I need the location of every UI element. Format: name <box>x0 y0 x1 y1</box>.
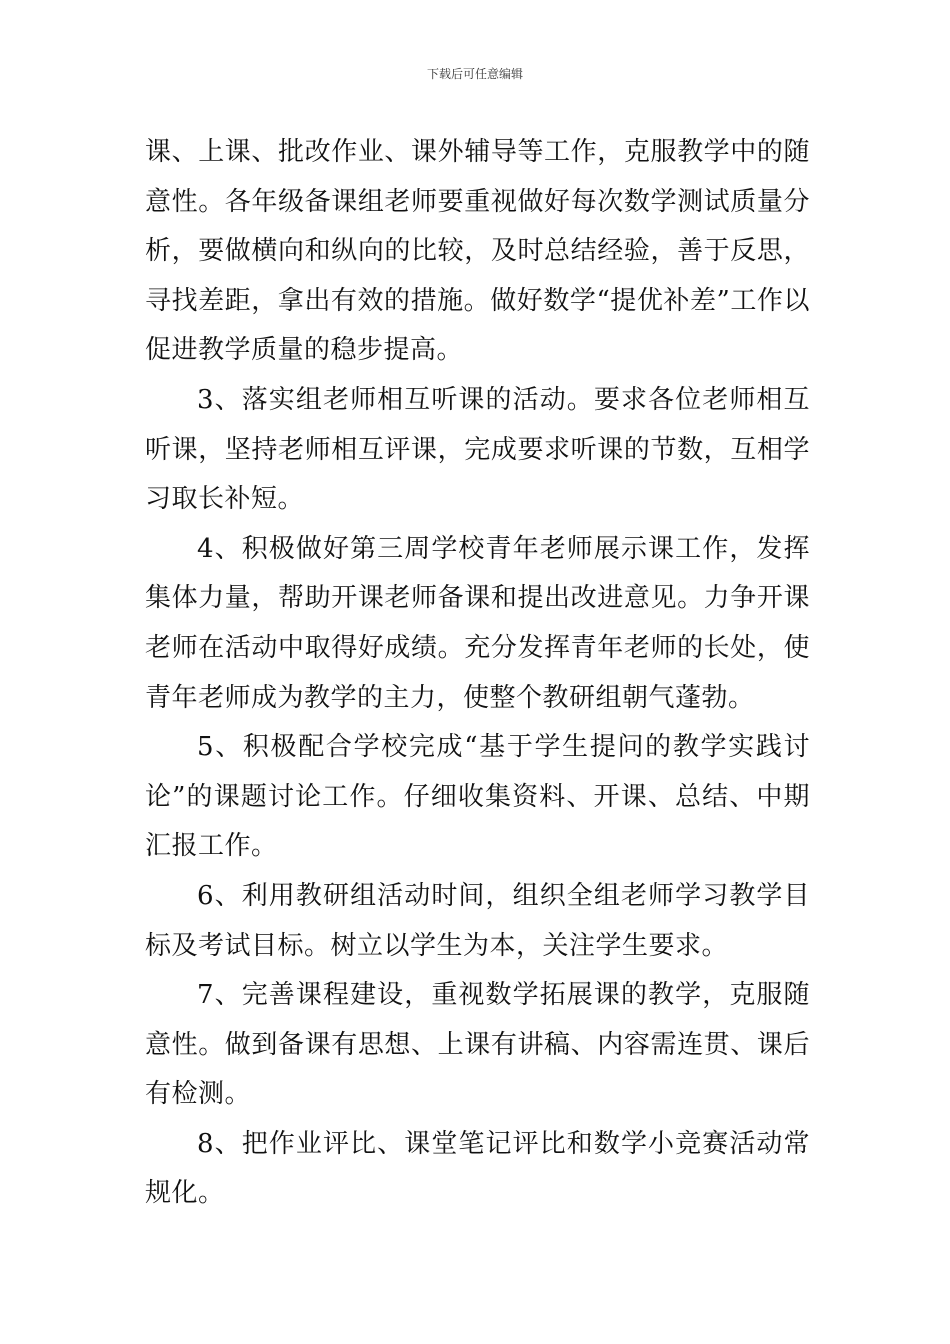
document-body <box>145 128 810 1219</box>
paragraph-item-7: 7、完善课程建设，重视数学拓展课的教学，克服随意性。做到备课有思想、上课有讲稿、内容需连贯、课后有检测。 <box>145 980 810 1110</box>
paragraph-item-6: 6、利用教研组活动时间，组织全组老师学习教学目标及考试目标。树立以学生为本，关注学生要求。 <box>145 880 810 961</box>
paragraph-item-3: 3、落实组老师相互听课的活动。要求各位老师相互听课，坚持老师相互评课，完成要求听课的节数，互相学习取长补短。 <box>145 384 810 515</box>
paragraph-item-4: 4、积极做好第三周学校青年老师展示课工作，发挥集体力量，帮助开课老师备课和提出改进意见。力争开课老师在活动中取得好成绩。充分发挥青年老师的长处，使青年老师成为教学的主力，使整个教研组朝气蓬勃。 <box>145 533 810 713</box>
paragraph-item-5: 5、积极配合学校完成“基于学生提问的教学实践讨论”的课题讨论工作。仔细收集资料、开课、总结、中期汇报工作。 <box>145 732 810 862</box>
paragraph-continuation: 课、上课、批改作业、课外辅导等工作，克服教学中的随意性。各年级备课组老师要重视做好每次数学测试质量分析，要做横向和纵向的比较，及时总结经验，善于反思，寻找差距，拿出有效的措施。做好数学“提优补差”工作以促进教学质量的稳步提高。 <box>145 137 810 366</box>
page-header: 下载后可任意编辑 <box>426 67 523 81</box>
paragraph-item-8: 8、把作业评比、课堂笔记评比和数学小竞赛活动常规化。 <box>145 1128 810 1209</box>
